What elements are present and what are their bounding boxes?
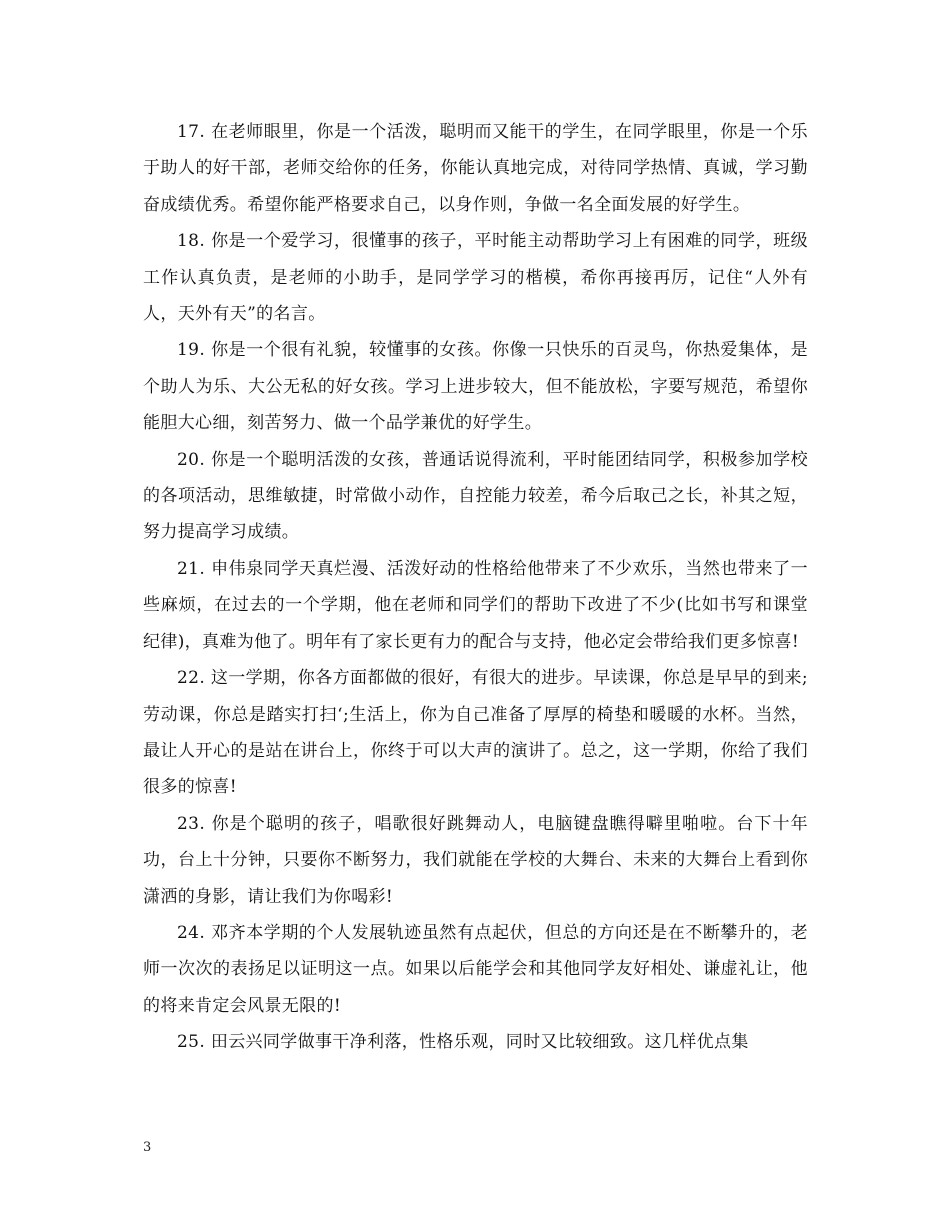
paragraph-number: 23. (177, 813, 206, 834)
paragraph-text: 在老师眼里，你是一个活泼，聪明而又能干的学生，在同学眼里，你是一个乐于助人的好干部，老师交给你的任务，你能认真地完成，对待同学热情、真诚，学习勤奋成绩优秀。希望你能严格要求自己，以身作则，争做一名全面发展的好学生。 (143, 122, 808, 215)
paragraph-number: 19. (177, 340, 206, 361)
comment-paragraph-23 (143, 806, 808, 915)
paragraph-text: 邓齐本学期的个人发展轨迹虽然有点起伏，但总的方向还是在不断攀升的，老师一次次的表扬足以证明这一点。如果以后能学会和其他同学友好相处、谦虚礼让，他的将来肯定会风景无限的! (143, 922, 808, 1016)
paragraph-number: 25. (177, 1032, 206, 1053)
paragraph-number: 20. (177, 449, 206, 470)
comment-paragraph-19 (143, 332, 808, 441)
paragraph-text: 你是一个很有礼貌，较懂事的女孩。你像一只快乐的百灵鸟，你热爱集体，是个助人为乐、大公无私的好女孩。学习上进步较大，但不能放松，字要写规范，希望你能胆大心细，刻苦努力、做一个品学兼优的好学生。 (143, 340, 808, 434)
document-body (143, 114, 808, 1061)
comment-paragraph-17 (143, 114, 808, 223)
paragraph-text: 这一学期，你各方面都做的很好，有很大的进步。早读课，你总是早早的到来;劳动课，你总是踏实打扫‘;生活上，你为自己准备了厚厚的椅垫和暖暖的水杯。当然，最让人开心的是站在讲台上，你终于可以大声的演讲了。总之，这一学期，你给了我们很多的惊喜! (143, 668, 808, 798)
comment-paragraph-25 (143, 1024, 808, 1060)
paragraph-text: 申伟泉同学天真烂漫、活泼好动的性格给他带来了不少欢乐，当然也带来了一些麻烦，在过去的一个学期，他在老师和同学们的帮助下改进了不少(比如书写和课堂纪律)，真难为他了。明年有了家长更有力的配合与支持，他必定会带给我们更多惊喜! (143, 558, 808, 652)
paragraph-number: 17. (177, 122, 206, 142)
paragraph-number: 24. (177, 922, 206, 943)
paragraph-number: 21. (177, 558, 206, 579)
paragraph-number: 18. (177, 231, 206, 252)
comment-paragraph-18 (143, 223, 808, 332)
comment-paragraph-21 (143, 551, 808, 660)
paragraph-text: 你是个聪明的孩子，唱歌很好跳舞动人，电脑键盘瞧得噼里啪啦。台下十年功，台上十分钟，只要你不断努力，我们就能在学校的大舞台、未来的大舞台上看到你潇洒的身影，请让我们为你喝彩! (143, 813, 808, 907)
comment-paragraph-24 (143, 915, 808, 1024)
paragraph-text: 田云兴同学做事干净利落，性格乐观，同时又比较细致。这几样优点集 (210, 1032, 749, 1053)
paragraph-number: 22. (177, 668, 206, 689)
paragraph-text: 你是一个聪明活泼的女孩，普通话说得流利，平时能团结同学，积极参加学校的各项活动，思维敏捷，时常做小动作，自控能力较差，希今后取己之长，补其之短，努力提高学习成绩。 (143, 449, 808, 543)
page-number: 3 (143, 1140, 152, 1155)
comment-paragraph-20 (143, 442, 808, 551)
comment-paragraph-22 (143, 660, 808, 806)
paragraph-text: 你是一个爱学习，很懂事的孩子，平时能主动帮助学习上有困难的同学，班级工作认真负责，是老师的小助手，是同学学习的楷模，希你再接再厉，记住“人外有人，天外有天”的名言。 (143, 231, 808, 325)
